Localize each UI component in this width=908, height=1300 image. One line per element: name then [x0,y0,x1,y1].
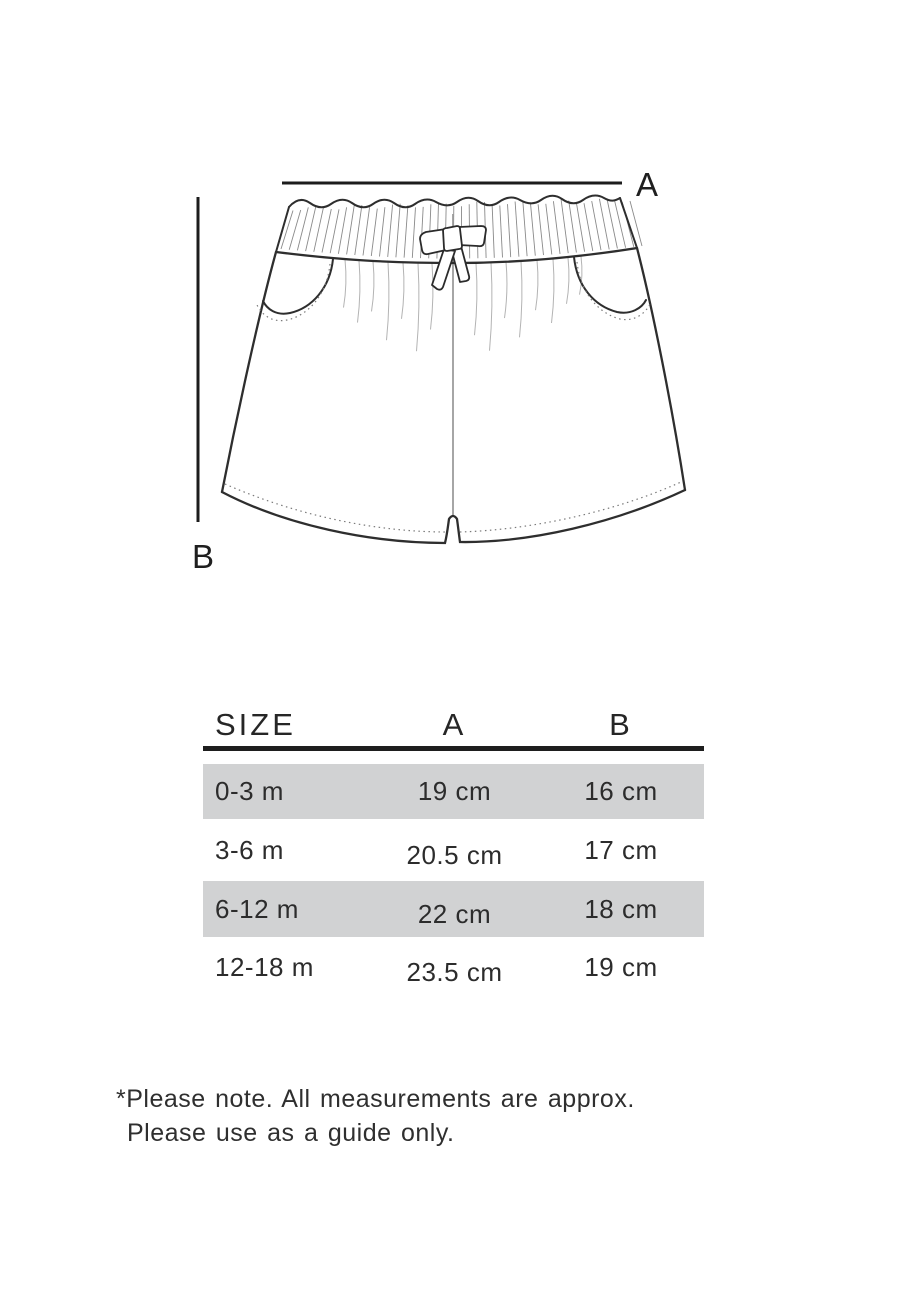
note-line-1: *Please note. All measurements are approx. [116,1085,635,1113]
cell-a-value: 20.5 cm [406,839,503,870]
right-side-seam [637,248,685,490]
table-header-rule [203,746,704,751]
bow-tail-left [432,249,455,290]
measure-label-a: A [635,166,659,203]
cell-b-value: 17 cm [584,834,658,865]
cell-b-value: 18 cm [584,893,658,924]
right-pocket-curve [574,257,646,313]
cell-b-value: 19 cm [584,951,658,982]
header-b: B [609,707,633,742]
size-table-body [203,764,704,997]
cell-b-value: 16 cm [584,776,658,806]
cell-size: 0-3 m [215,776,284,806]
cell-a-value: 19 cm [417,776,492,806]
bow-loop-right [459,226,486,246]
left-pocket-curve [263,259,333,314]
cell-a-value: 22 cm [417,898,492,929]
header-size: SIZE [215,707,296,742]
note-line-2: Please use as a guide only. [127,1119,455,1147]
header-a: A [442,707,467,742]
cell-size: 12-18 m [215,951,314,982]
size-table [203,698,704,997]
size-table-header [203,698,704,746]
table-row [203,937,704,997]
measurement-note [116,1082,635,1150]
waistband-right-edge [620,198,637,248]
table-row [203,819,704,881]
table-row [203,881,704,937]
table-row [203,764,704,819]
bow-knot [443,226,462,251]
cell-size: 3-6 m [215,834,284,865]
bow-loop-left [420,229,446,254]
cell-a-value: 23.5 cm [406,956,503,987]
measure-label-b: B [191,538,215,575]
cell-size: 6-12 m [215,893,299,924]
left-side-seam [222,252,276,492]
waistband-top-edge [289,196,620,208]
